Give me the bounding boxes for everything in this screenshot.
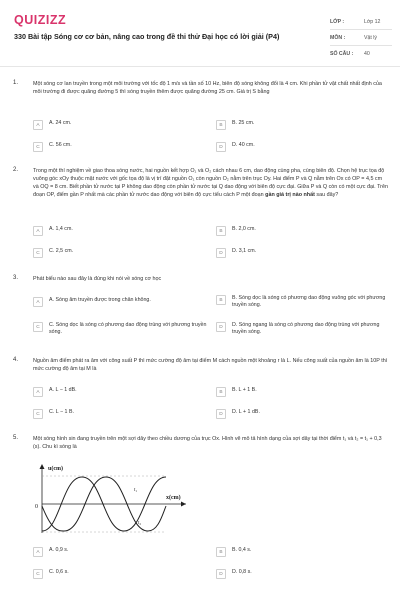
option-letter: D xyxy=(216,248,226,258)
option-text: B. 25 cm. xyxy=(232,120,255,126)
option-letter: D xyxy=(216,142,226,152)
y-axis-arrow xyxy=(40,464,45,469)
option-letter: A xyxy=(33,226,43,236)
option-text: B. 0,4 s. xyxy=(232,547,252,553)
question-text: Một sóng cơ lan truyền trong một môi trường với tốc độ 1 m/s và tần số 10 Hz, biên độ sóng không đổi là 4 cm. Khi phần tử vật chất nhất định của môi trường đi được quãng đường 5 thì sóng truyền thêm được quãng đường 25 cm. Giá trị S bằng xyxy=(33,81,382,95)
option-letter: D xyxy=(216,569,226,579)
option-text: A. 0,9 s. xyxy=(49,547,69,553)
meta-label: MÔN : xyxy=(330,34,346,41)
option-text: B. 2,0 cm. xyxy=(232,226,256,232)
page-title: 330 Bài tập Sóng cơ cơ bản, nâng cao trong đề thi thử Đại học có lời giải (P4) xyxy=(14,32,280,41)
option-text: D. L + 1 dB. xyxy=(232,409,260,415)
question-text-part: sau đây? xyxy=(314,192,339,198)
option-d[interactable] xyxy=(216,409,260,419)
question-text xyxy=(33,167,388,199)
question-text-part: Trong một thí nghiệm về giao thoa sóng nước, hai nguồn kết hợp O₁ và O₂ cách nhau 6 cm, dao động cùng pha, cùng biên độ. Chọn hệ trục tọa độ vuông góc xOy thuộc mặt nước với gốc tọa độ là vị trí đặt nguồn O₁ còn nguồn O₂ nằm trên trục Oy. Hai điểm P và Q nằm trên Ox có OP = 4,5 cm và OQ = 8 cm. Biết phần tử nước tại P không dao động còn phần tử nước tại Q dao động với biên độ cực đại. Giữa P và Q còn có một cực đại. Trên đoạn OP, điểm gần P nhất mà các phần tử nước dao động với biên độ cực tiểu cách P một đoạn xyxy=(33,168,388,198)
option-letter: C xyxy=(33,569,43,579)
question-number: 3. xyxy=(13,275,19,281)
meta-value: Lớp 12 xyxy=(364,18,381,25)
question-number: 5. xyxy=(13,435,19,441)
quizizz-logo: QUIZIZZ xyxy=(14,13,67,27)
option-letter: B xyxy=(216,120,226,130)
option-letter: A xyxy=(33,387,43,397)
option-text: D. 3,1 cm. xyxy=(232,248,257,254)
option-letter: D xyxy=(216,322,226,332)
meta-value: 40 xyxy=(364,50,370,57)
question-number: 1. xyxy=(13,80,19,86)
option-letter: C xyxy=(33,248,43,258)
option-text: A. Sóng âm truyền được trong chân không. xyxy=(49,297,151,303)
t1-label: t₁ xyxy=(134,488,138,493)
option-a[interactable] xyxy=(33,120,71,130)
option-b[interactable] xyxy=(216,295,388,309)
meta-value: Vật lý xyxy=(364,34,377,41)
option-d[interactable] xyxy=(216,248,256,258)
origin-label: 0 xyxy=(35,504,38,510)
y-axis-label: u(cm) xyxy=(48,466,63,472)
option-letter: A xyxy=(33,547,43,557)
wave-graph xyxy=(30,461,190,536)
meta-label: SỐ CÂU : xyxy=(330,50,354,57)
option-c[interactable] xyxy=(33,569,69,579)
option-letter: B xyxy=(216,295,226,305)
option-a[interactable] xyxy=(33,547,68,557)
option-text: C. 2,5 cm. xyxy=(49,248,74,254)
option-text: A. 1,4 cm. xyxy=(49,226,73,232)
meta-row-subject xyxy=(330,30,392,46)
x-axis-arrow xyxy=(181,502,186,507)
option-c[interactable] xyxy=(33,142,72,152)
option-text: D. 0,8 s. xyxy=(232,569,252,575)
option-c[interactable] xyxy=(33,409,74,419)
question-number: 2. xyxy=(13,167,19,173)
option-a[interactable] xyxy=(33,226,73,236)
option-text: D. 40 cm. xyxy=(232,142,255,148)
meta-label: LỚP : xyxy=(330,18,345,25)
option-letter: A xyxy=(33,297,43,307)
meta-table xyxy=(330,14,392,61)
option-b[interactable] xyxy=(216,387,257,397)
option-text: B. L + 1 B. xyxy=(232,387,257,393)
option-text: A. L − 1 dB. xyxy=(49,387,77,393)
option-a[interactable] xyxy=(33,297,208,307)
option-text: A. 24 cm. xyxy=(49,120,72,126)
meta-row-count xyxy=(330,46,392,61)
t2-label: t₂ xyxy=(138,521,142,526)
option-letter: B xyxy=(216,226,226,236)
option-text: C. L − 1 B. xyxy=(49,409,74,415)
option-letter: C xyxy=(33,322,43,332)
option-letter: D xyxy=(216,409,226,419)
question-text: Nguồn âm điểm phát ra âm với công suất P thì mức cường độ âm tại điểm M cách nguồn một khoảng r là L. Nếu công suất của nguồn âm là 10P thì mức cường độ âm tại M là xyxy=(33,358,388,372)
option-letter: B xyxy=(216,547,226,557)
option-c[interactable] xyxy=(33,322,208,336)
option-letter: A xyxy=(33,120,43,130)
question-text: Phát biểu nào sau đây là đúng khi nói về sóng cơ học xyxy=(33,276,162,282)
question-number: 4. xyxy=(13,357,19,363)
option-letter: B xyxy=(216,387,226,397)
option-text: B. Sóng dọc là sóng có phương dao động vuông góc với phương truyền sóng. xyxy=(232,295,386,308)
header xyxy=(0,0,400,67)
option-text: C. 56 cm. xyxy=(49,142,72,148)
option-b[interactable] xyxy=(216,226,256,236)
option-text: D. Sóng ngang là sóng có phương dao động trùng với phương truyền sóng. xyxy=(232,322,380,335)
option-text: C. 0,6 s. xyxy=(49,569,69,575)
option-d[interactable] xyxy=(216,569,252,579)
option-letter: C xyxy=(33,142,43,152)
option-c[interactable] xyxy=(33,248,73,258)
x-axis-label: x(cm) xyxy=(166,495,181,501)
option-d[interactable] xyxy=(216,322,388,336)
question-text: Một sóng hình sin đang truyền trên một sợi dây theo chiều dương của trục Ox. Hình vẽ mô tả hình dạng của sợi dây tại thời điểm t₁ và t₂ = t₁ + 0,3 (s). Chu kì sóng là xyxy=(33,436,382,450)
option-b[interactable] xyxy=(216,547,251,557)
option-letter: C xyxy=(33,409,43,419)
question-text-emphasis: gần giá trị nào nhất xyxy=(265,192,315,198)
option-a[interactable] xyxy=(33,387,77,397)
meta-row-grade xyxy=(330,14,392,30)
option-b[interactable] xyxy=(216,120,254,130)
option-text: C. Sóng dọc là sóng có phương dao động trùng với phương truyền sóng. xyxy=(49,322,207,335)
option-d[interactable] xyxy=(216,142,255,152)
